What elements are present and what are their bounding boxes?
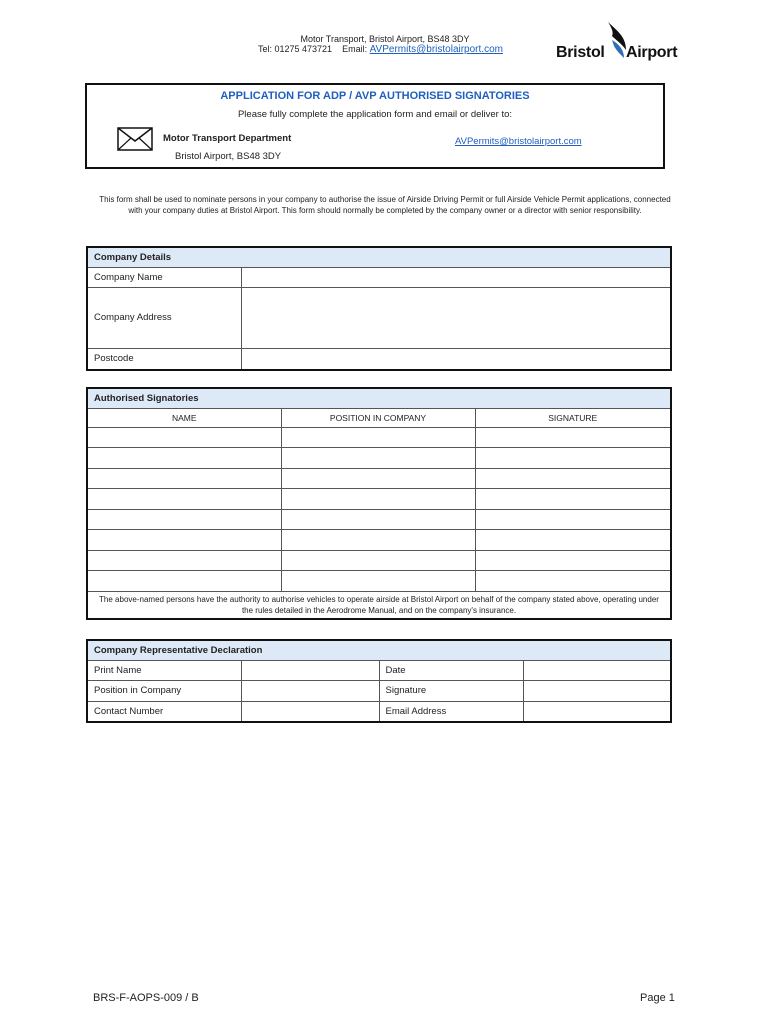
signatory-row: [87, 571, 671, 592]
signatory-signature-field[interactable]: [475, 468, 671, 489]
signatories-note: The above-named persons have the authority to authorise vehicles to operate airside at Bristol Airport on behalf of the company stated above, operating under the rules detailed in the Aerodrome Manual, and on the company's insurance.: [87, 591, 671, 619]
company-details-heading: Company Details: [87, 247, 671, 267]
signatory-name-field[interactable]: [87, 550, 281, 571]
signatory-row: [87, 550, 671, 571]
signatories-heading: Authorised Signatories: [87, 388, 671, 408]
signatory-row: [87, 489, 671, 510]
company-details-table: [86, 246, 672, 371]
postcode-label: Postcode: [87, 348, 241, 370]
signatory-name-field[interactable]: [87, 509, 281, 530]
envelope-icon: [117, 127, 153, 156]
column-header-name: NAME: [87, 408, 281, 427]
signatory-signature-field[interactable]: [475, 427, 671, 448]
bristol-airport-logo: [556, 22, 686, 66]
logo-word-airport: Airport: [626, 44, 678, 61]
date-label: Date: [379, 660, 523, 680]
signatory-row: [87, 530, 671, 551]
signatory-name-field[interactable]: [87, 448, 281, 469]
signatory-signature-field[interactable]: [475, 489, 671, 510]
email-address-label: Email Address: [379, 701, 523, 722]
signatory-name-field[interactable]: [87, 530, 281, 551]
position-label: Position in Company: [87, 680, 241, 701]
signatory-position-field[interactable]: [281, 468, 475, 489]
department-name: Motor Transport Department: [163, 133, 292, 144]
application-subtitle: Please fully complete the application form and email or deliver to:: [237, 109, 513, 120]
signatory-row: [87, 448, 671, 469]
signatory-position-field[interactable]: [281, 530, 475, 551]
application-box: [85, 83, 665, 169]
signatory-signature-field[interactable]: [475, 448, 671, 469]
department-email-link[interactable]: AVPermits@bristolairport.com: [455, 136, 582, 147]
application-title: APPLICATION FOR ADP / AVP AUTHORISED SIGNATORIES: [220, 90, 530, 102]
postcode-field[interactable]: [241, 348, 671, 370]
header-tel: Tel: 01275 473721: [258, 44, 333, 54]
column-header-position: POSITION IN COMPANY: [281, 408, 475, 427]
logo-word-bristol: Bristol: [556, 44, 605, 61]
column-header-signature: SIGNATURE: [475, 408, 671, 427]
signature-field[interactable]: [523, 680, 671, 701]
position-field[interactable]: [241, 680, 379, 701]
signatory-name-field[interactable]: [87, 571, 281, 592]
company-name-field[interactable]: [241, 267, 671, 287]
signatory-row: [87, 427, 671, 448]
signatory-row: [87, 509, 671, 530]
signatory-signature-field[interactable]: [475, 509, 671, 530]
signatory-position-field[interactable]: [281, 509, 475, 530]
header-contact: [258, 44, 503, 55]
signatory-position-field[interactable]: [281, 427, 475, 448]
print-name-label: Print Name: [87, 660, 241, 680]
signatories-table: [86, 387, 672, 620]
page-number: Page 1: [640, 992, 675, 1004]
signatory-position-field[interactable]: [281, 550, 475, 571]
department-address: Bristol Airport, BS48 3DY: [175, 151, 282, 162]
header-email-label: Email:: [342, 44, 368, 54]
form-code: BRS-F-AOPS-009 / B: [93, 992, 199, 1004]
declaration-table: [86, 639, 672, 723]
signatory-name-field[interactable]: [87, 468, 281, 489]
signature-label: Signature: [379, 680, 523, 701]
intro-text: This form shall be used to nominate persons in your company to authorise the issue of Airside Driving Permit or full Airside Vehicle Permit applications, connected with your company duties at Bristol Airport. This form should normally be completed by the company owner or a director with senior responsibility.: [99, 195, 671, 215]
email-address-field[interactable]: [523, 701, 671, 722]
signatory-position-field[interactable]: [281, 448, 475, 469]
signatory-name-field[interactable]: [87, 427, 281, 448]
contact-number-field[interactable]: [241, 701, 379, 722]
company-address-field[interactable]: [241, 287, 671, 348]
company-name-label: Company Name: [87, 267, 241, 287]
signatory-signature-field[interactable]: [475, 571, 671, 592]
signatory-signature-field[interactable]: [475, 550, 671, 571]
signatory-name-field[interactable]: [87, 489, 281, 510]
signatory-row: [87, 468, 671, 489]
signatory-signature-field[interactable]: [475, 530, 671, 551]
company-address-label: Company Address: [87, 287, 241, 348]
header-address-line: Motor Transport, Bristol Airport, BS48 3DY: [300, 34, 470, 44]
date-field[interactable]: [523, 660, 671, 680]
signatory-position-field[interactable]: [281, 571, 475, 592]
signatory-position-field[interactable]: [281, 489, 475, 510]
header-email-link[interactable]: AVPermits@bristolairport.com: [369, 44, 503, 55]
declaration-heading: Company Representative Declaration: [87, 640, 671, 660]
print-name-field[interactable]: [241, 660, 379, 680]
contact-number-label: Contact Number: [87, 701, 241, 722]
